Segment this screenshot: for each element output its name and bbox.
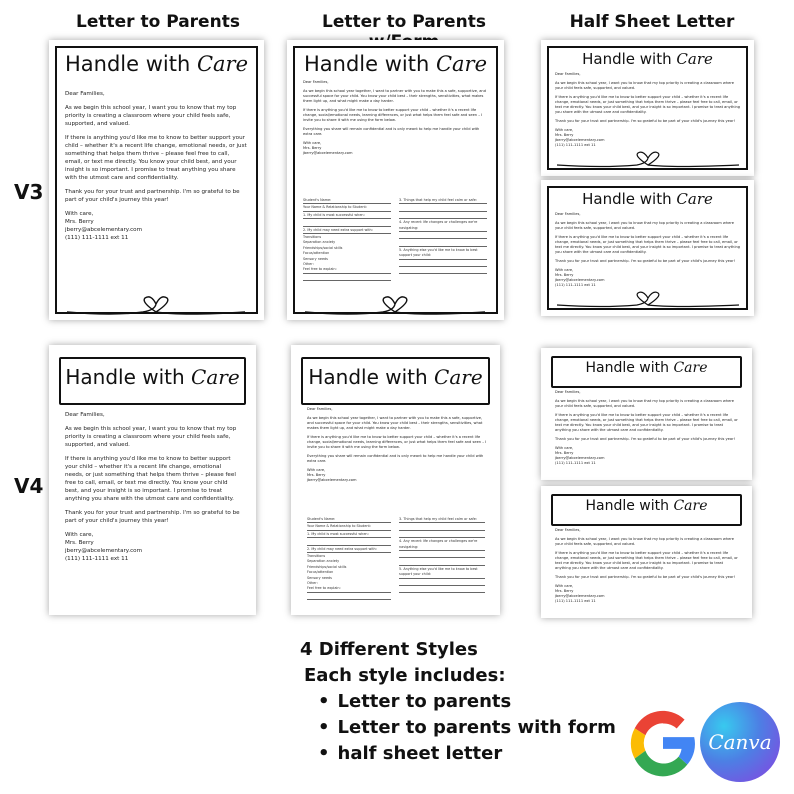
promo-item: • half sheet letter (318, 741, 616, 767)
form-left-column: Student's Name: Your Name & Relationship to Student: 1. My child is most successful when: 2. My child may need extra support with: Transitions Separation anxiety Friendships/social skills Focus/attention Sensory needs Other: Feel free to explain: (307, 517, 391, 601)
v4-letter-sheet (49, 345, 256, 615)
heart-flourish-icon (553, 288, 743, 310)
sheet-title: Handle with Care (585, 360, 708, 376)
canva-logo-icon: Canva (700, 702, 780, 782)
v3-half-sheet-bottom (541, 180, 754, 316)
half-letter-body: Dear Families, As we begin this school year, I want you to know that my top priority is creating a classroom where your child feels safe, supported, and valued. If there is anything you'd like me to know to better support your child – whether it's a recent life change, emotional needs, or just something that helps them thrive – please feel free to call, email, or text me directly. You know your child best, and your insight is so important. I promise to treat anything you share with the utmost care and confidentiality. Thank you for your trust and partnership. I'm so grateful to be part of your child's journey this year! With care, Mrs. Berry jberry@abcelementary.com (111) 111-1111 ext 11 (555, 528, 738, 603)
v3-half-sheet-top (541, 40, 754, 176)
column-header-half-sheet: Half Sheet Letter (569, 12, 735, 32)
v3-letter-sheet (49, 40, 264, 320)
form-letter-body: Dear Families, As we begin this school year together, I want to partner with you to make this a safe, supportive, and successful space for your child. You know your child best – their strengths, sensitivities, what makes them light up, and what might make a day harder. If there is anything you'd like me to know to better support your child – whether it's a recent life change, social/emotional needs, learning differences, or just what helps them feel safe and seen – I invite you to share it with me using the form below. Everything you share will remain confidential and is only meant to help me handle your child with extra care. With care, Mrs. Berry jberry@abcelementary.com (303, 80, 486, 155)
row-label-v4: V4 (14, 474, 44, 498)
letter-body: Dear Families, As we begin this school year, I want you to know that my top priority is creating a classroom where your child feels safe, supported, and valued. If there is anything you'd like me to know to better support your child – whether it's a recent life change, emotional needs, or just something that helps them thrive – please feel free to call, email, or text me directly. You know your child best, and your insight is so important. I promise to treat anything you share with the utmost care and confidentiality. Thank you for your trust and partnership. I'm so grateful to be part of your child's journey this year! With care, Mrs. Berry jberry@abcelementary.com (111) 111-1111 ext 11 (65, 91, 247, 241)
heart-flourish-icon (63, 290, 249, 320)
sheet-title: Handle with Care (582, 50, 713, 68)
heart-flourish-icon (301, 290, 489, 320)
v4-letter-form-sheet (291, 345, 500, 615)
sheet-title: Handle with Care (64, 52, 249, 76)
form-left-column: Student's Name: Your Name & Relationship to Student: 1. My child is most successful when: 2. My child may need extra support with: Transitions Separation anxiety Friendships/social skills Focus/attention Sensory needs Other: Feel free to explain: (303, 198, 391, 282)
v4-half-sheet-bottom (541, 486, 752, 618)
sheet-title: Handle with Care (308, 365, 483, 389)
v4-half-sheet-top (541, 348, 752, 480)
sheet-title: Handle with Care (582, 190, 713, 208)
form-letter-body: Dear Families, As we begin this school year together, I want to partner with you to make this a safe, supportive, and successful space for your child. You know your child best – their strengths, sensitivities, what makes them light up, and what might make a day harder. If there is anything you'd like me to know to better support your child – whether it's a recent life change, social/emotional needs, learning differences, or just what helps them feel safe and seen – I invite you to share it with me using the form below. Everything you share will remain confidential and is only meant to help me handle your child with extra care. With care, Mrs. Berry jberry@abcelementary.com (307, 407, 487, 482)
column-header-letter-form: Letter to Parents (322, 12, 486, 32)
promo-item: • Letter to parents with form (318, 715, 616, 741)
promo-heading: 4 Different Styles (300, 639, 478, 660)
half-letter-body: Dear Families, As we begin this school year, I want you to know that my top priority is creating a classroom where your child feels safe, supported, and valued. If there is anything you'd like me to know to better support your child – whether it's a recent life change, emotional needs, or just something that helps them thrive – please feel free to call, email, or text me directly. You know your child best, and your insight is so important. I promise to treat anything you share with the utmost care and confidentiality. Thank you for your trust and partnership. I'm so grateful to be part of your child's journey this year! With care, Mrs. Berry jberry@abcelementary.com (111) 111-1111 ext 11 (555, 390, 738, 465)
promo-item: • Letter to parents (318, 689, 616, 715)
v3-letter-form-sheet (287, 40, 504, 320)
sheet-title: Handle with Care (303, 52, 488, 76)
heart-flourish-icon (553, 148, 743, 170)
form-right-column: 3. Things that help my child feel calm or safe: 4. Any recent life changes or challenges we're navigating: 5. Anything else you'd like me to know to best support your child: (399, 198, 487, 275)
half-letter-body: Dear Families, As we begin this school year, I want you to know that my top priority is creating a classroom where your child feels safe, supported, and valued. If there is anything you'd like me to know to better support your child – whether it's a recent life change, emotional needs, or just something that helps them thrive – please feel free to call, email, or text me directly. You know your child best, and your insight is so important. I promise to treat anything you share with the utmost care and confidentiality. Thank you for your trust and partnership. I'm so grateful to be part of your child's journey this year! With care, Mrs. Berry jberry@abcelementary.com (111) 111-1111 ext 11 (555, 72, 741, 147)
sheet-title: Handle with Care (585, 498, 708, 514)
letter-body: Dear Families, As we begin this school year, I want you to know that my top priority is creating a classroom where your child feels safe, supported, and valued. If there is anything you'd like me to know to better support your child – whether it's a recent life change, emotional needs, or just something that helps them thrive – please feel free to call, email, or text me directly. You know your child best, and your insight is so important. I promise to treat anything you share with the utmost care and confidentiality. Thank you for your trust and partnership. I'm so grateful to be part of your child's journey this year! With care, Mrs. Berry jberry@abcelementary.com (111) 111-1111 ext 11 (65, 412, 240, 562)
google-logo-icon (624, 704, 702, 782)
column-header-letter: Letter to Parents (76, 12, 240, 32)
sheet-title: Handle with Care (65, 365, 240, 389)
half-letter-body: Dear Families, As we begin this school year, I want you to know that my top priority is creating a classroom where your child feels safe, supported, and valued. If there is anything you'd like me to know to better support your child – whether it's a recent life change, emotional needs, or just something that helps them thrive – please feel free to call, email, or text me directly. You know your child best, and your insight is so important. I promise to treat anything you share with the utmost care and confidentiality. Thank you for your trust and partnership. I'm so grateful to be part of your child's journey this year! With care, Mrs. Berry jberry@abcelementary.com (111) 111-1111 ext 11 (555, 212, 741, 287)
form-right-column: 3. Things that help my child feel calm or safe: 4. Any recent life changes or challenges we're navigating: 5. Anything else you'd like me to know to best support your child: (399, 517, 485, 594)
promo-text (300, 637, 616, 767)
promo-subheading: Each style includes: (304, 665, 506, 686)
row-label-v3: V3 (14, 180, 44, 204)
